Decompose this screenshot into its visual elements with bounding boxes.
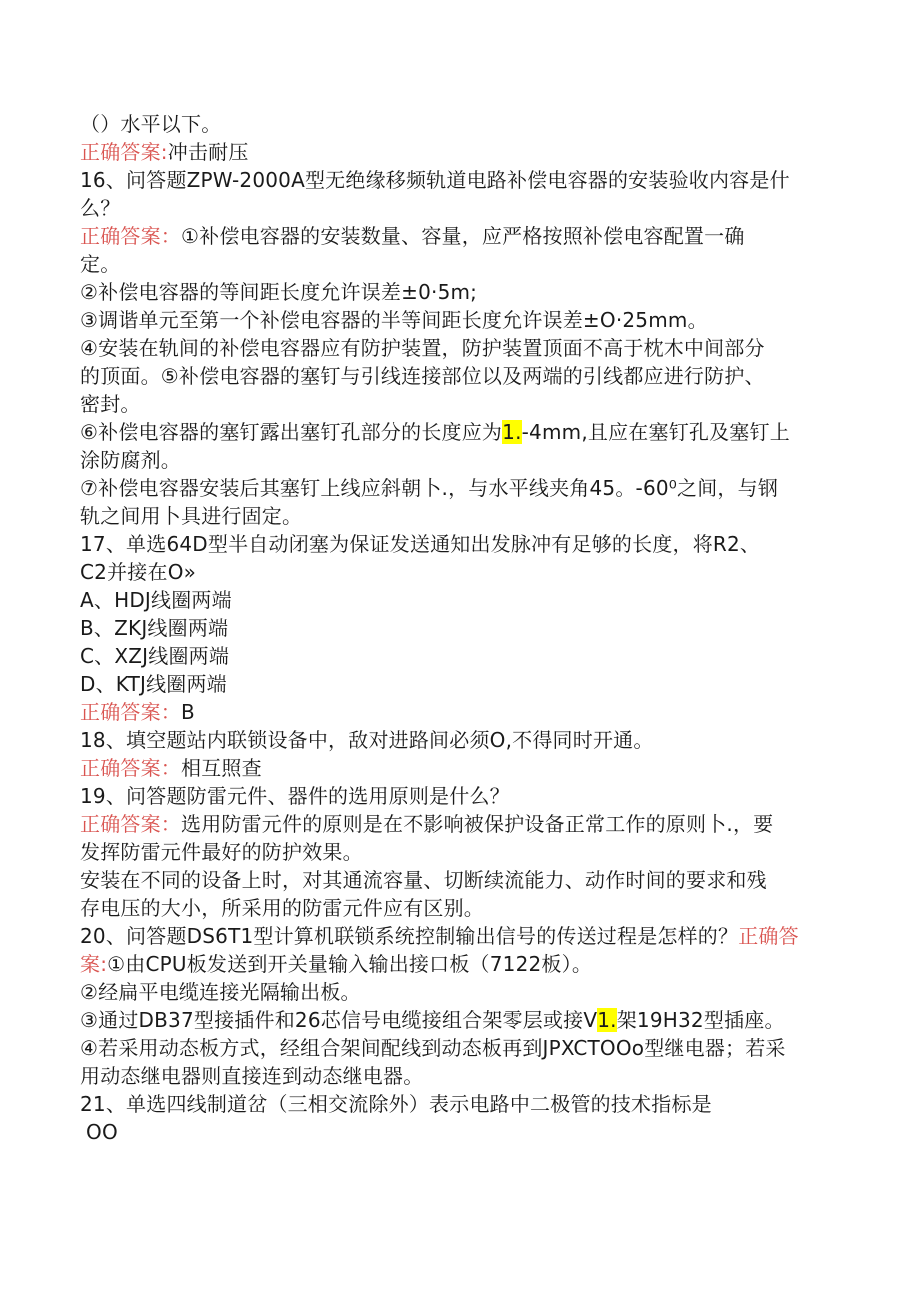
line-text: A、HDJ线圈两端: [80, 588, 232, 612]
text-line: [80, 810, 840, 838]
text-line: [80, 1118, 840, 1146]
line-text: ④若采用动态板方式，经组合架间配线到动态板再到JPXCTOOo型继电器；若采: [80, 1036, 786, 1060]
text-line: [80, 866, 840, 894]
answer-label: 正确答案:: [80, 140, 168, 164]
text-line: [80, 922, 840, 950]
line-text: 密封。: [80, 392, 141, 416]
text-line: [80, 306, 840, 334]
line-text: 冲击耐压: [167, 140, 249, 164]
text-line: [80, 782, 840, 810]
line-text: ⑥补偿电容器的塞钉露出塞钉孔部分的长度应为: [80, 420, 503, 444]
line-text: D、KTJ线圈两端: [80, 672, 227, 696]
text-line: [80, 1090, 840, 1118]
line-text: 18、填空题站内联锁设备中，敌对进路间必须O,不得同时开通。: [80, 728, 654, 752]
text-line: [80, 1006, 840, 1034]
highlighted-text: 1.: [597, 1008, 617, 1032]
line-text: 安装在不同的设备上时，对其通流容量、切断续流能力、动作时间的要求和残: [80, 868, 767, 892]
answer-label: 正确答: [738, 924, 799, 948]
line-text: OO: [86, 1120, 118, 1144]
line-text: 16、问答题ZPW-2000A型无绝缘移频轨道电路补偿电容器的安装验收内容是什: [80, 168, 790, 192]
text-line: [80, 838, 840, 866]
answer-label: 正确答案：: [80, 756, 181, 780]
line-text: 20、问答题DS6T1型计算机联锁系统控制输出信号的传送过程是怎样的？: [80, 924, 739, 948]
text-line: [80, 670, 840, 698]
line-text: 发挥防雷元件最好的防护效果。: [80, 840, 363, 864]
text-line: [80, 502, 840, 530]
text-line: [80, 250, 840, 278]
line-text: 轨之间用卜具进行固定。: [80, 504, 303, 528]
line-text: 19、问答题防雷元件、器件的选用原则是什么？: [80, 784, 510, 808]
text-line: [80, 138, 840, 166]
line-text: 架19H32型插座。: [616, 1008, 785, 1032]
line-text: C2并接在O»: [80, 560, 197, 584]
text-line: [80, 166, 840, 194]
line-text: 定。: [80, 252, 121, 276]
line-text: ③调谐单元至第一个补偿电容器的半等间距长度允许误差±O·25mm。: [80, 308, 708, 332]
answer-label: 正确答案：: [80, 700, 181, 724]
line-text: ⑦补偿电容器安装后其塞钉上线应斜朝卜.，与水平线夹角45。-60⁰之间，与钢: [80, 476, 779, 500]
line-text: 么？: [80, 196, 121, 220]
text-line: [80, 642, 840, 670]
text-line: [80, 726, 840, 754]
highlighted-text: 1.: [502, 420, 522, 444]
line-text: 选用防雷元件的原则是在不影响被保护设备正常工作的原则卜.，要: [181, 812, 774, 836]
line-text: （）水平以下。: [80, 112, 222, 136]
text-line: [80, 894, 840, 922]
answer-label: 正确答案：: [80, 812, 181, 836]
line-text: 21、单选四线制道岔（三相交流除外）表示电路中二极管的技术指标是: [80, 1092, 712, 1116]
text-line: [80, 698, 840, 726]
text-line: [80, 754, 840, 782]
answer-label: 正确答案：: [80, 224, 181, 248]
line-text: 17、单选64D型半自动闭塞为保证发送通知出发脉冲有足够的长度，将R2、: [80, 532, 761, 556]
line-text: -4mm,且应在塞钉孔及塞钉上: [521, 420, 790, 444]
text-line: [80, 334, 840, 362]
text-line: [80, 586, 840, 614]
text-line: [80, 950, 840, 978]
line-text: C、XZJ线圈两端: [80, 644, 230, 668]
line-text: ②补偿电容器的等间距长度允许误差±0·5m;: [80, 280, 478, 304]
text-line: [80, 418, 840, 446]
document-page: [80, 110, 840, 1146]
text-line: [80, 362, 840, 390]
text-line: [80, 222, 840, 250]
text-line: [80, 978, 840, 1006]
text-line: [80, 1062, 840, 1090]
line-text: 用动态继电器则直接连到动态继电器。: [80, 1064, 424, 1088]
text-line: [80, 1034, 840, 1062]
text-line: [80, 558, 840, 586]
answer-label: 案:: [80, 952, 108, 976]
line-text: B、ZKJ线圈两端: [80, 616, 229, 640]
line-text: B: [181, 700, 195, 724]
text-line: [80, 110, 840, 138]
text-line: [80, 474, 840, 502]
line-text: ②经扁平电缆连接光隔输出板。: [80, 980, 361, 1004]
line-text: ③通过DB37型接插件和26芯信号电缆接组合架零层或接V: [80, 1008, 598, 1032]
text-line: [80, 446, 840, 474]
line-text: 涂防腐剂。: [80, 448, 181, 472]
text-line: [80, 194, 840, 222]
text-line: [80, 390, 840, 418]
text-line: [80, 530, 840, 558]
line-text: ④安装在轨间的补偿电容器应有防护装置，防护装置顶面不高于枕木中间部分: [80, 336, 765, 360]
text-line: [80, 614, 840, 642]
line-text: 的顶面。⑤补偿电容器的塞钉与引线连接部位以及两端的引线都应进行防护、: [80, 364, 765, 388]
line-text: ①补偿电容器的安装数量、容量，应严格按照补偿电容配置一确: [181, 224, 745, 248]
line-text: 存电压的大小，所采用的防雷元件应有区别。: [80, 896, 484, 920]
line-text: 相互照查: [181, 756, 262, 780]
line-text: ①由CPU板发送到开关量输入输出接口板（7122板）。: [107, 952, 593, 976]
text-line: [80, 278, 840, 306]
